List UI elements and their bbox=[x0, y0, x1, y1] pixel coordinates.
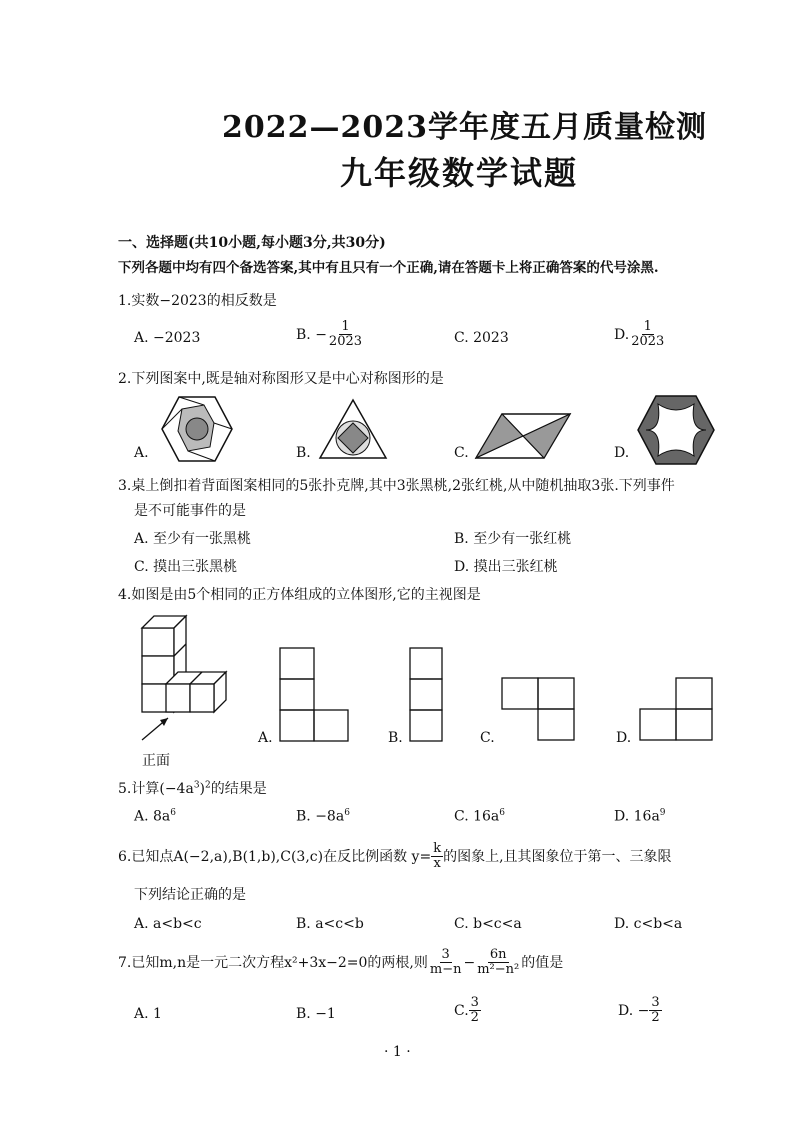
q4-figure-d bbox=[638, 676, 714, 744]
q5-stem: 5.计算$(-4a^3)^2$的结果是 bbox=[118, 780, 267, 797]
q7-stem: 7.已知m,n是一元二次方程x²+3x−2=0的两根,则 $\frac{3}{m-n}$ − $\frac{6n}{\text{m²−n²}}$ 的值是 bbox=[118, 947, 564, 978]
q4-stem: 4.如图是由5个相同的正方体组成的立体图形,它的主视图是 bbox=[118, 587, 481, 603]
q1-option-d: D. $\frac{1}{2023}$ bbox=[614, 319, 665, 350]
q4-figure-b bbox=[408, 646, 444, 744]
q2-option-d: D. bbox=[614, 445, 630, 461]
q6-stem: 6.已知点A(−2,a),B(1,b),C(3,c)在反比例函数 y= $\frac{k}{x}$ 的图象上,且其图象位于第一、三象限 bbox=[118, 841, 672, 872]
q4-figure-a bbox=[278, 646, 350, 744]
q3-option-a: A. 至少有一张黑桃 bbox=[134, 531, 252, 547]
q1-option-c: C. 2023 bbox=[454, 330, 509, 346]
q1-option-b: B. − $\frac{1}{2023}$ bbox=[296, 319, 363, 350]
q2-figure-c bbox=[474, 412, 572, 460]
page-number: · 1 · bbox=[384, 1044, 411, 1060]
q5-option-a: A. $8a^6$ bbox=[134, 808, 176, 825]
exam-title: 2022—2023学年度五月质量检测 bbox=[222, 110, 707, 145]
q6-option-d: D. c<b<a bbox=[614, 916, 683, 932]
q6-stem-line2: 下列结论正确的是 bbox=[134, 887, 246, 903]
q2-figure-a bbox=[160, 395, 234, 463]
q2-option-b: B. bbox=[296, 445, 311, 461]
q4-front-label: 正面 bbox=[142, 753, 170, 769]
q7-option-b: B. −1 bbox=[296, 1006, 336, 1022]
q2-figure-b bbox=[318, 398, 388, 460]
q4-option-b: B. bbox=[388, 730, 403, 746]
q2-figure-d bbox=[636, 394, 716, 466]
q2-stem: 2.下列图案中,既是轴对称图形又是中心对称图形的是 bbox=[118, 371, 444, 387]
q1-option-a: A. −2023 bbox=[134, 330, 201, 346]
q3-option-d: D. 摸出三张红桃 bbox=[454, 559, 558, 575]
q4-figure-c bbox=[500, 676, 576, 744]
q4-option-c: C. bbox=[480, 730, 495, 746]
q6-option-c: C. b<c<a bbox=[454, 916, 522, 932]
q4-option-a: A. bbox=[258, 730, 273, 746]
q3-stem-line1: 3.桌上倒扣着背面图案相同的5张扑克牌,其中3张黑桃,2张红桃,从中随机抽取3张.下列事件 bbox=[118, 478, 675, 494]
q5-option-d: D. $16a^9$ bbox=[614, 808, 666, 825]
q1-stem: 1.实数−2023的相反数是 bbox=[118, 293, 277, 309]
q4-solid-figure bbox=[130, 608, 230, 748]
q6-option-a: A. a<b<c bbox=[134, 916, 202, 932]
q4-option-d: D. bbox=[616, 730, 632, 746]
exam-subtitle: 九年级数学试题 bbox=[340, 154, 579, 192]
section-instruction: 下列各题中均有四个备选答案,其中有且只有一个正确,请在答题卡上将正确答案的代号涂黑. bbox=[118, 260, 659, 276]
q7-option-c: C. $\frac{3}{2}$ bbox=[454, 995, 479, 1026]
q5-option-b: B. $-8a^6$ bbox=[296, 808, 350, 825]
q2-option-c: C. bbox=[454, 445, 469, 461]
q3-stem-line2: 是不可能事件的是 bbox=[134, 503, 246, 519]
q7-option-a: A. 1 bbox=[134, 1006, 162, 1022]
q2-option-a: A. bbox=[134, 445, 149, 461]
section-heading: 一、选择题(共10小题,每小题3分,共30分) bbox=[118, 235, 386, 251]
q3-option-b: B. 至少有一张红桃 bbox=[454, 531, 572, 547]
q6-option-b: B. a<c<b bbox=[296, 916, 364, 932]
q3-option-c: C. 摸出三张黑桃 bbox=[134, 559, 238, 575]
q7-option-d: D. − $\frac{3}{2}$ bbox=[618, 995, 660, 1026]
q5-option-c: C. $16a^6$ bbox=[454, 808, 506, 825]
